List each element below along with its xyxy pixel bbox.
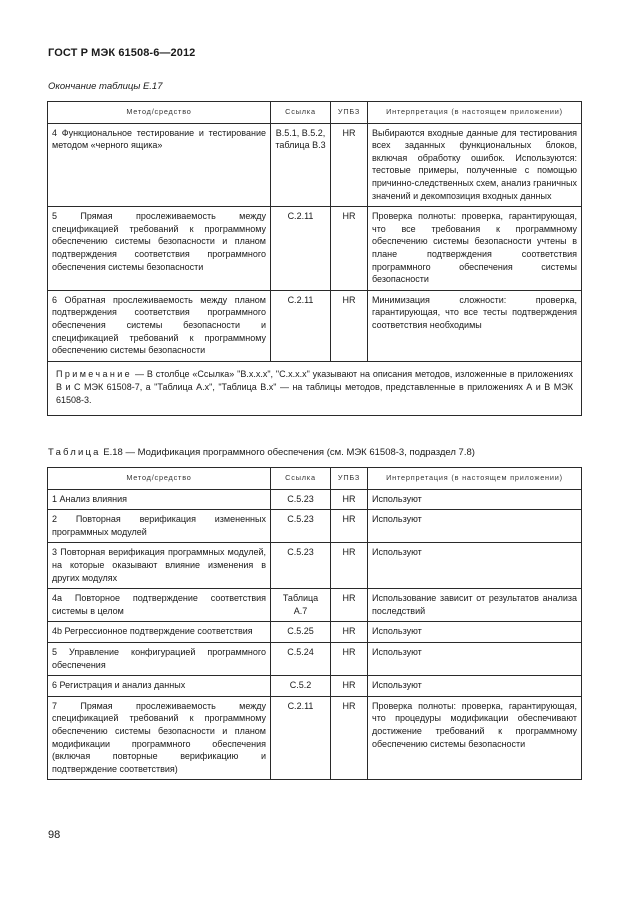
table-row [48, 589, 582, 622]
cell-ref: Таблица А.7 [271, 589, 331, 622]
cell-interpretation: Используют [368, 676, 582, 697]
cell-ref: С.5.23 [271, 510, 331, 543]
table-e17 [47, 101, 582, 416]
cell-method: 7 Прямая прослеживаемость между спецификацией требований к программному обеспечению системы безопасности и планом модификации программного обеспечения (включая повторные верификацию и подтверждение соответствия) [48, 696, 271, 780]
cell-method: 6 Обратная прослеживаемость между планом подтверждения соответствия программного обеспечения системы безопасности и спецификацией требований к программному обеспечению системы безопасности [48, 290, 271, 361]
cell-ref: С.5.23 [271, 489, 331, 510]
cell-interpretation: Выбираются входные данные для тестирования всех заданных функциональных блоков, включая обработку ошибок. Используются: тестовые примеры, полученные с помощью причинно-следственных схем, анализ граничных значений и декомпозиция входных данных [368, 123, 582, 207]
table2-caption [48, 447, 475, 458]
cell-ref: С.5.24 [271, 642, 331, 675]
cell-method: 3 Повторная верификация программных модулей, на которые оказывают влияние изменения в других модулях [48, 543, 271, 589]
note-label: Примечание [56, 368, 133, 379]
column-header-method: Метод/средство [48, 468, 271, 490]
cell-method: 4 Функциональное тестирование и тестирование методом «черного ящика» [48, 123, 271, 207]
cell-method: 5 Управление конфигурацией программного обеспечения [48, 642, 271, 675]
column-header-ref: Ссылка [271, 102, 331, 124]
cell-ref: С.2.11 [271, 290, 331, 361]
cell-upbz: HR [331, 123, 368, 207]
cell-ref: С.5.23 [271, 543, 331, 589]
table2-caption-label: Таблица [48, 447, 101, 458]
table-row [48, 543, 582, 589]
cell-interpretation: Проверка полноты: проверка, гарантирующая, что все требования к программному обеспечению системы безопасности учтены в плане подтверждения соответствия программного обеспечения системы безопасности [368, 207, 582, 291]
cell-upbz: HR [331, 642, 368, 675]
cell-interpretation: Используют [368, 510, 582, 543]
cell-upbz: HR [331, 696, 368, 780]
cell-method: 5 Прямая прослеживаемость между спецификацией требований к программному обеспечению системы безопасности и планом подтверждения соответствия программного обеспечения системы безопасности [48, 207, 271, 291]
cell-upbz: HR [331, 676, 368, 697]
cell-interpretation: Минимизация сложности: проверка, гарантирующая, что все тесты подтверждения соответствия необходимы [368, 290, 582, 361]
cell-ref: С.5.25 [271, 622, 331, 643]
document-header: ГОСТ Р МЭК 61508-6—2012 [48, 47, 196, 59]
cell-upbz: HR [331, 589, 368, 622]
cell-interpretation: Используют [368, 489, 582, 510]
table2-caption-text: Е.18 — Модификация программного обеспечения (см. МЭК 61508-3, подраздел 7.8) [103, 447, 475, 458]
cell-ref: С.5.2 [271, 676, 331, 697]
cell-method: 4а Повторное подтверждение соответствия системы в целом [48, 589, 271, 622]
cell-upbz: HR [331, 622, 368, 643]
cell-method: 2 Повторная верификация измененных программных модулей [48, 510, 271, 543]
table-row [48, 642, 582, 675]
column-header-interpretation: Интерпретация (в настоящем приложении) [368, 468, 582, 490]
cell-ref: В.5.1, В.5.2, таблица В.3 [271, 123, 331, 207]
table-row [48, 676, 582, 697]
note-row [48, 361, 582, 415]
cell-upbz: HR [331, 543, 368, 589]
table-row [48, 510, 582, 543]
column-header-method: Метод/средство [48, 102, 271, 124]
table-header-row [48, 102, 582, 124]
column-header-upbz: УПБЗ [331, 102, 368, 124]
cell-upbz: HR [331, 489, 368, 510]
table-row [48, 207, 582, 291]
note-text: — В столбце «Ссылка» "В.х.х.х", "С.х.х.х" указывают на описания методов, изложенные в приложениях В и С МЭК 61508-7, а "Таблица А.х", "Таблица В.х" — на таблицы методов, представленные в приложениях А и В МЭК 61508-3. [56, 368, 573, 405]
cell-method: 1 Анализ влияния [48, 489, 271, 510]
table-row [48, 696, 582, 780]
table1-caption: Окончание таблицы Е.17 [48, 81, 163, 92]
cell-upbz: HR [331, 207, 368, 291]
cell-interpretation: Проверка полноты: проверка, гарантирующая, что процедуры модификации обеспечивают достижение требований к программному обеспечению системы безопасности [368, 696, 582, 780]
cell-upbz: HR [331, 290, 368, 361]
cell-ref: С.2.11 [271, 207, 331, 291]
table-e18 [47, 467, 582, 780]
table-row [48, 290, 582, 361]
page-number: 98 [48, 829, 61, 841]
cell-interpretation: Использование зависит от результатов анализа последствий [368, 589, 582, 622]
table-row [48, 489, 582, 510]
table-row [48, 123, 582, 207]
cell-method: 6 Регистрация и анализ данных [48, 676, 271, 697]
table-note [48, 361, 582, 415]
cell-upbz: HR [331, 510, 368, 543]
column-header-ref: Ссылка [271, 468, 331, 490]
cell-interpretation: Используют [368, 642, 582, 675]
cell-ref: С.2.11 [271, 696, 331, 780]
column-header-upbz: УПБЗ [331, 468, 368, 490]
cell-interpretation: Используют [368, 543, 582, 589]
table-row [48, 622, 582, 643]
column-header-interpretation: Интерпретация (в настоящем приложении) [368, 102, 582, 124]
cell-method: 4b Регрессионное подтверждение соответствия [48, 622, 271, 643]
table-header-row [48, 468, 582, 490]
cell-interpretation: Используют [368, 622, 582, 643]
